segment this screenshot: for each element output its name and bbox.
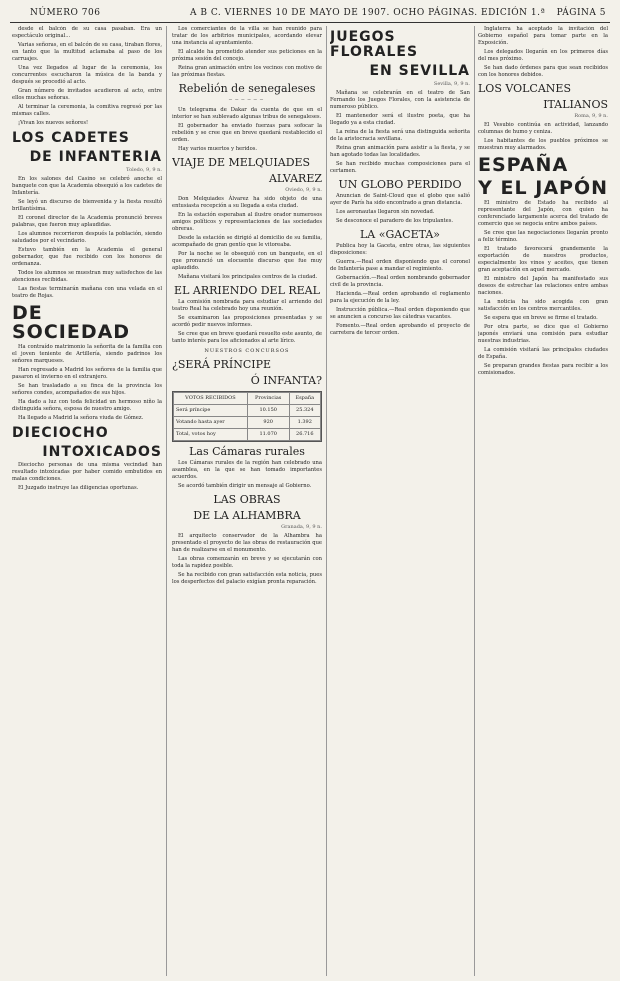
- article-camaras: Los Cámaras rurales de la región han celebrado una asamblea, en la que se han tomado importantes acuerdos. Se acordó también dirigir un mensaje al Gobierno.: [172, 460, 322, 489]
- dateline: Sevilla, 9, 9 n.: [433, 81, 470, 87]
- table-header-row: VOTOS RECIBIDOS Provincias España: [174, 393, 321, 405]
- headline-cadetes: LOS CADETES: [12, 130, 130, 146]
- column-1: [12, 26, 162, 976]
- headline-en-sevilla: EN SEVILLA: [369, 63, 470, 79]
- headline-alhambra: DE LA ALHAMBRA: [193, 509, 301, 522]
- headline-infanta: Ó INFANTA?: [250, 374, 322, 387]
- headline-intoxicados: INTOXICADOS: [42, 444, 162, 460]
- page-number: PÁGINA 5: [556, 8, 606, 18]
- headline-camaras: Las Cámaras rurales: [189, 445, 305, 458]
- article-rebelion: Un telegrama de Dakar da cuenta de que en el interior se han sublevado algunas tribus de senegaleses. El gobernador ha enviado fuerzas para sofocar la rebelión y se cree que en breve quedará restablecido el orden. Hay varios muertos y heridos.: [172, 107, 322, 152]
- article-intoxicados: Dieciocho personas de una misma vecindad han resultado intoxicadas por haber comido embutidos en malas condiciones. El Juzgado instruye las diligencias oportunas.: [12, 462, 162, 491]
- headline-volcanes: LOS VOLCANES: [478, 82, 571, 95]
- article-gaceta: Publica hoy la Gaceta, entre otras, las siguientes disposiciones: Guerra.—Real orden disponiendo que el coronel de Infantería pase a mandar el regimiento. Gobernación.—Real orden nombrando gobernador civil de la provincia. Hacienda.—Real orden aprobando el reglamento para la ejecución de la ley. Instrucción pública.—Real orden disponiendo que se anuncien a concurso las cátedras vacantes. Fomento.—Real orden aprobando el proyecto de carretera de tercer orden.: [330, 243, 470, 336]
- dateline: Granada, 9, 9 n.: [281, 524, 322, 530]
- article-volcanes: El Vesubio continúa en actividad, lanzando columnas de humo y ceniza. Los habitantes de los pueblos próximos se muestran muy alarmados.: [478, 122, 608, 151]
- article-alhambra: El arquitecto conservador de la Alhambra ha presentado el proyecto de las obras de restauración que han de realizarse en el monumento. Las obras comenzarán en breve y se ejecutarán con toda la rapidez posible. Se ha recibido con gran satisfacción esta noticia, pues los desperfectos del palacio exigían pronta reparación.: [172, 533, 322, 585]
- column-rule: [474, 26, 475, 976]
- ornament-divider: ~~~~~~: [228, 97, 266, 103]
- headline-infanteria: DE INFANTERIA: [29, 149, 162, 165]
- article-sociedad: Ha contraído matrimonio la señorita de la familia con el joven teniente de Artillería, siendo padrinos los señores marqueses. Han regresado a Madrid los señores de la familia que pasaron el invierno en el extranjero. Se han trasladado a su finca de la provincia los señores condes, acompañados de sus hijos. Ha dado a luz con toda felicidad un hermoso niño la distinguida señora, esposa de nuestro amigo. Ha llegado a Madrid la señora viuda de Gómez.: [12, 344, 162, 421]
- intro-article: desde el balcón de su casa pasaban. Era un espectáculo original... Varias señoras, en el balcón de su casa, tiraban flores, en tanto que la multitud aclamaba al paso de los carruajes. Una vez llegados al lugar de la ceremonia, los concurrentes escucharon la música de la banda y después se procedió al acto. Gran número de invitados acudieron al acto, entre ellos muchas señoras. Al terminar la ceremonia, la comitiva regresó por las mismas calles. ¡Vivan los nuevos señores!: [12, 26, 162, 126]
- column-3: [330, 26, 470, 976]
- headline-globo: UN GLOBO PERDIDO: [338, 178, 462, 191]
- headline-rebelion: Rebelión de senegaleses: [178, 82, 316, 95]
- dateline-header: A B C. VIERNES 10 DE MAYO DE 1907. OCHO PÁGINAS. EDICIÓN 1.ª: [190, 8, 546, 18]
- intro-article: Inglaterra ha aceptado la invitación del Gobierno español para tomar parte en la Exposición. Los delegados llegarán en los primeros días del mes próximo. Se han dado órdenes para que sean recibidos con los honores debidos.: [478, 26, 608, 78]
- column-4: [478, 26, 608, 976]
- headline-gaceta: LA «GACETA»: [359, 228, 441, 241]
- dateline: Roma, 9, 9 n.: [574, 113, 608, 119]
- table-row: Total, votos hoy 11.070 26.716: [174, 429, 321, 441]
- headline-sociedad: DE SOCIEDAD: [12, 302, 131, 343]
- headline-alvarez: ALVAREZ: [268, 172, 322, 185]
- dateline: Oviedo, 9, 9 n.: [285, 187, 322, 193]
- column-rule: [166, 26, 167, 976]
- votes-table: [172, 391, 322, 442]
- headline-dieciocho: DIECIOCHO: [12, 425, 109, 441]
- headline-principe: ¿SERÁ PRÍNCIPE: [172, 358, 272, 371]
- column-rule: [326, 26, 327, 976]
- page-header: [10, 4, 610, 23]
- headline-japon: Y EL JAPÓN: [478, 177, 608, 199]
- article-viaje: Don Melquiades Álvarez ha sido objeto de una entusiasta recepción a su llegada a esta ciudad. En la estación esperaban al ilustre orador numerosos amigos políticos y representaciones de las sociedades obreras. Desde la estación se dirigió al domicilio de su familia, acompañado de gran gentío que le vitoreaba. Por la noche se le obsequió con un banquete, en el que pronunció un elocuente discurso que fue muy aplaudido. Mañana visitará los principales centros de la ciudad.: [172, 196, 322, 280]
- article-espana-japon: El ministro de Estado ha recibido al representante del Japón, con quien ha conferenciado largamente acerca del tratado de comercio que se negocia entre ambos países. Se cree que las negociaciones llegarán pronto a feliz término. El tratado favorecerá grandemente la exportación de nuestros productos, especialmente los vinos y aceites, que tienen gran aceptación en aquel mercado. El ministro del Japón ha manifestado sus deseos de estrechar las relaciones entre ambas naciones. La noticia ha sido acogida con gran satisfacción en los centros mercantiles. Se espera que en breve se firme el tratado. Por otra parte, se dice que el Gobierno japonés enviará una comisión para estudiar nuestras industrias. La comisión visitará las principales ciudades de España. Se preparan grandes fiestas para recibir a los comisionados.: [478, 200, 608, 376]
- headline-viaje: VIAJE DE MELQUIADES: [172, 156, 311, 169]
- table-row: Será príncipe 10.150 25.324: [174, 405, 321, 417]
- headline-arriendo: EL ARRIENDO DEL REAL: [174, 284, 320, 297]
- intro-article: Los comerciantes de la villa se han reunido para tratar de los arbitrios municipales, acordando elevar una instancia al ayuntamiento. El alcalde ha prometido atender sus peticiones en la próxima sesión del concejo. Reina gran animación entre los vecinos con motivo de las próximas fiestas.: [172, 26, 322, 78]
- article-arriendo: La comisión nombrada para estudiar el arriendo del teatro Real ha celebrado hoy una reunión. Se examinaron las proposiciones presentadas y se acordó pedir nuevos informes. Se cree que en breve quedará resuelto este asunto, de tanto interés para los aficionados al arte lírico.: [172, 299, 322, 344]
- headline-obras: LAS OBRAS: [213, 493, 281, 506]
- headline-italianos: ITALIANOS: [543, 98, 608, 111]
- dateline: Toledo, 9, 9 n.: [126, 167, 162, 173]
- article-cadetes: En los salones del Casino se celebró anoche el banquete con que la Academia obsequió a los cadetes de Infantería. Se leyó un discurso de bienvenida y la fiesta resultó brillantísima. El coronel director de la Academia pronunció breves palabras, que fueron muy aplaudidas. Los alumnos recorrieron después la población, siendo saludados por el vecindario. Estuvo también en la Academia el general gobernador, que fue recibido con los honores de ordenanza. Todos los alumnos se muestran muy satisfechos de las atenciones recibidas. Las fiestas terminarán mañana con una velada en el teatro de Rojas.: [12, 176, 162, 299]
- table-row: Votando hasta ayer 920 1.392: [174, 417, 321, 429]
- article-globo: Anuncian de Saint-Cloud que el globo que salió ayer de París ha sido encontrado a gran distancia. Los aeronautas llegaron sin novedad. Se desconoce el paradero de los tripulantes.: [330, 193, 470, 224]
- article-juegos-florales: Mañana se celebrarán en el teatro de San Fernando los Juegos Florales, con la asistencia de numeroso público. El mantenedor será el ilustre poeta, que ha llegado ya a esta ciudad. La reina de la fiesta será una distinguida señorita de la aristocracia sevillana. Reina gran animación para asistir a la fiesta, y se han agotado todas las localidades. Se han recibido muchas composiciones para el certamen.: [330, 90, 470, 174]
- issue-number: NÚMERO 706: [30, 8, 101, 18]
- column-2: [172, 26, 322, 976]
- contest-label: NUESTROS CONCURSOS: [204, 348, 290, 354]
- headline-espana: ESPAÑA: [478, 154, 569, 176]
- headline-juegos-florales: JUEGOS FLORALES: [330, 29, 419, 60]
